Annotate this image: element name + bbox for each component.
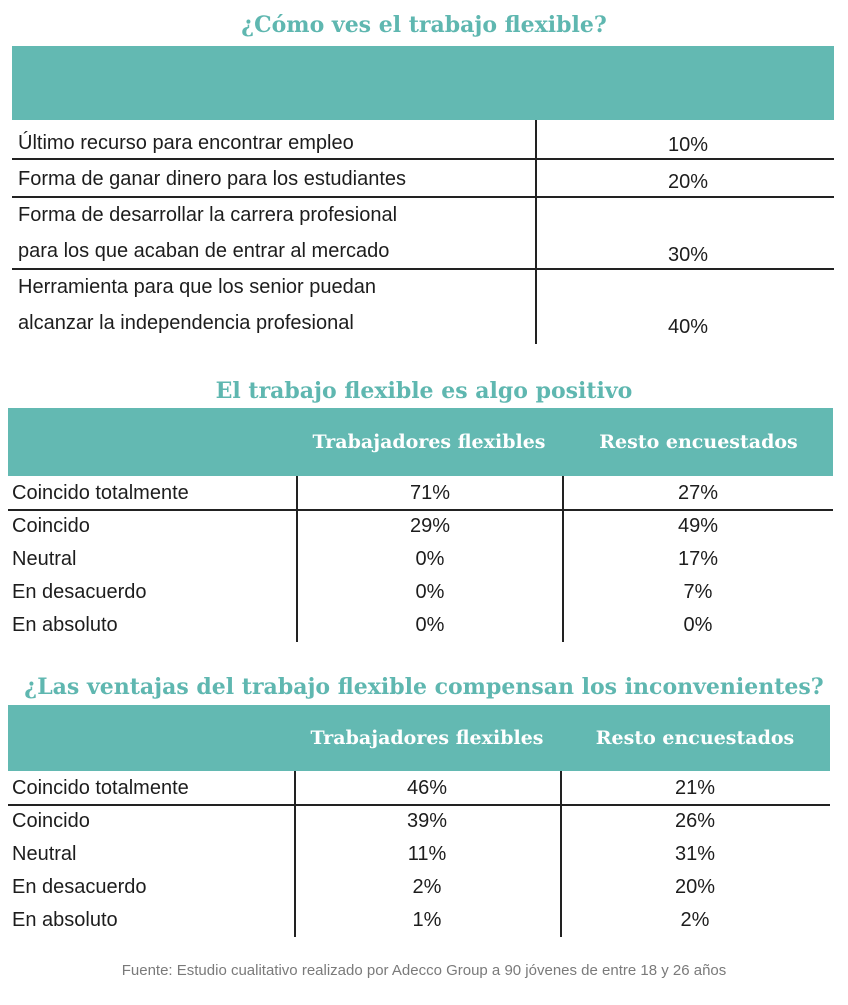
table3-row-label: Coincido totalmente (12, 777, 189, 799)
table1-row-divider (12, 196, 834, 198)
table3-title: ¿Las ventajas del trabajo flexible compensan los inconvenientes? (24, 674, 824, 700)
table1-row-divider (12, 158, 834, 160)
table2-row-label: Coincido totalmente (12, 482, 189, 504)
table2-title: El trabajo flexible es algo positivo (215, 378, 633, 404)
table3-header-col2: Resto encuestados (595, 727, 795, 749)
table2-value-col1: 0% (415, 581, 445, 603)
table2-row-label: En absoluto (12, 614, 118, 636)
table3-row (12, 876, 830, 904)
table2-column-divider (562, 476, 564, 642)
table3-value-col1: 2% (412, 876, 442, 898)
table3-value-col2: 21% (674, 777, 716, 799)
table3-row-label: Neutral (12, 843, 77, 865)
table2-row-label: En desacuerdo (12, 581, 147, 603)
table2-row-label: Coincido (12, 515, 90, 537)
table1-row (18, 276, 828, 340)
table3-header-band (8, 705, 830, 771)
table1-row-value: 20% (667, 171, 709, 193)
table3-row-label: En absoluto (12, 909, 118, 931)
table1-column-divider (535, 120, 537, 344)
table2-row (12, 614, 832, 642)
table2-value-col2: 27% (677, 482, 719, 504)
table3-header-col1: Trabajadores flexibles (310, 727, 544, 749)
table2-row-label: Neutral (12, 548, 77, 570)
table3-value-col2: 31% (674, 843, 716, 865)
table3-value-col1: 46% (406, 777, 448, 799)
table2-value-col1: 0% (415, 548, 445, 570)
table2-value-col1: 29% (409, 515, 451, 537)
table3-row (12, 843, 830, 871)
table2-row (12, 515, 832, 543)
table2-row (12, 548, 832, 576)
table3-row (12, 777, 830, 805)
table1-row-label-line: para los que acaban de entrar al mercado (18, 240, 390, 262)
table2-row (12, 482, 832, 510)
table1-row (18, 204, 828, 268)
table2-value-col2: 0% (683, 614, 713, 636)
table2-value-col1: 0% (415, 614, 445, 636)
table3-row-label: Coincido (12, 810, 90, 832)
table3-value-col1: 11% (407, 843, 447, 865)
table3-row-divider (8, 804, 830, 806)
table2-header-band (8, 408, 833, 476)
table1-row-value: 40% (667, 316, 709, 338)
table3-column-divider (294, 771, 296, 937)
table1-row (18, 168, 828, 198)
table1-row-label-line: alcanzar la independencia profesional (18, 312, 354, 334)
table1-row-label-line: Herramienta para que los senior puedan (18, 276, 376, 298)
table3-value-col1: 1% (412, 909, 442, 931)
table1-title: ¿Cómo ves el trabajo flexible? (241, 12, 607, 38)
table2-value-col1: 71% (409, 482, 451, 504)
table2-value-col2: 49% (677, 515, 719, 537)
table3-value-col2: 26% (674, 810, 716, 832)
table2-value-col2: 17% (677, 548, 719, 570)
table3-value-col1: 39% (406, 810, 448, 832)
source-footnote: Fuente: Estudio cualitativo realizado por Adecco Group a 90 jóvenes de entre 18 y 26 años (121, 962, 727, 979)
table1-row-value: 10% (667, 134, 709, 156)
table1-row-label: Último recurso para encontrar empleo (18, 132, 354, 154)
table1-header-band (12, 46, 834, 120)
table2-row (12, 581, 832, 609)
table3-row (12, 909, 830, 937)
table2-row-divider (8, 509, 833, 511)
table2-header-col2: Resto encuestados (599, 431, 798, 453)
table1-row-label-line: Forma de desarrollar la carrera profesional (18, 204, 398, 226)
table1-row-label: Forma de ganar dinero para los estudiantes (18, 168, 407, 190)
table2-value-col2: 7% (683, 581, 713, 603)
table3-column-divider (560, 771, 562, 937)
table1-row-divider (12, 268, 834, 270)
table3-row (12, 810, 830, 838)
table3-value-col2: 2% (680, 909, 710, 931)
table3-row-label: En desacuerdo (12, 876, 147, 898)
table2-column-divider (296, 476, 298, 642)
table3-value-col2: 20% (674, 876, 716, 898)
table1-row-value: 30% (667, 244, 709, 266)
table2-header-col1: Trabajadores flexibles (312, 431, 546, 453)
